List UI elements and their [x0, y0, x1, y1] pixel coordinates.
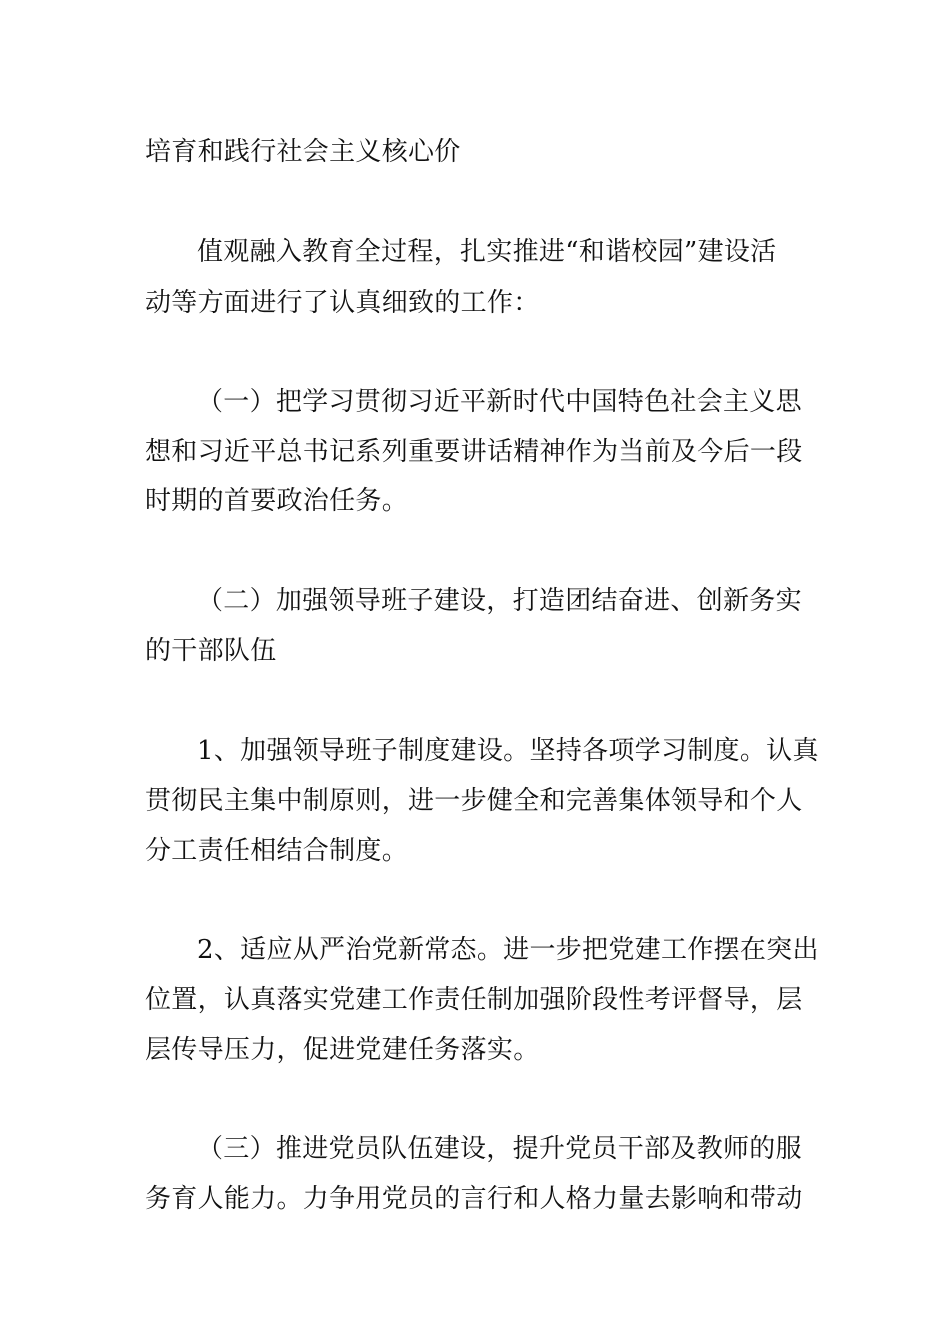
- text-line: 的干部队伍: [145, 636, 277, 666]
- text-line: 动等方面进行了认真细致的工作：: [145, 288, 540, 318]
- text-line: 贯彻民主集中制原则，进一步健全和完善集体领导和个人: [145, 786, 803, 816]
- section-heading-3: （三）推进党员队伍建设，提升党员干部及教师的服: [197, 1134, 802, 1164]
- item-2-first-line: 2、适应从严治党新常态。进一步把党建工作摆在突出: [197, 935, 819, 965]
- text-line: 分工责任相结合制度。: [145, 836, 409, 866]
- section-heading-2: （二）加强领导班子建设，打造团结奋进、创新务实: [197, 586, 802, 616]
- text-line: 培育和践行社会主义核心价: [145, 137, 461, 167]
- paragraph-first-line: 值观融入教育全过程，扎实推进“和谐校园”建设活: [197, 237, 777, 267]
- text-line: 务育人能力。力争用党员的言行和人格力量去影响和带动: [145, 1184, 803, 1214]
- text-line: 位置，认真落实党建工作责任制加强阶段性考评督导，层: [145, 985, 803, 1015]
- item-1-first-line: 1、加强领导班子制度建设。坚持各项学习制度。认真: [197, 736, 819, 766]
- section-heading-1: （一）把学习贯彻习近平新时代中国特色社会主义思: [197, 387, 802, 417]
- text-line: 层传导压力，促进党建任务落实。: [145, 1035, 540, 1065]
- text-line: 时期的首要政治任务。: [145, 486, 409, 516]
- text-line: 想和习近平总书记系列重要讲话精神作为当前及今后一段: [145, 437, 803, 467]
